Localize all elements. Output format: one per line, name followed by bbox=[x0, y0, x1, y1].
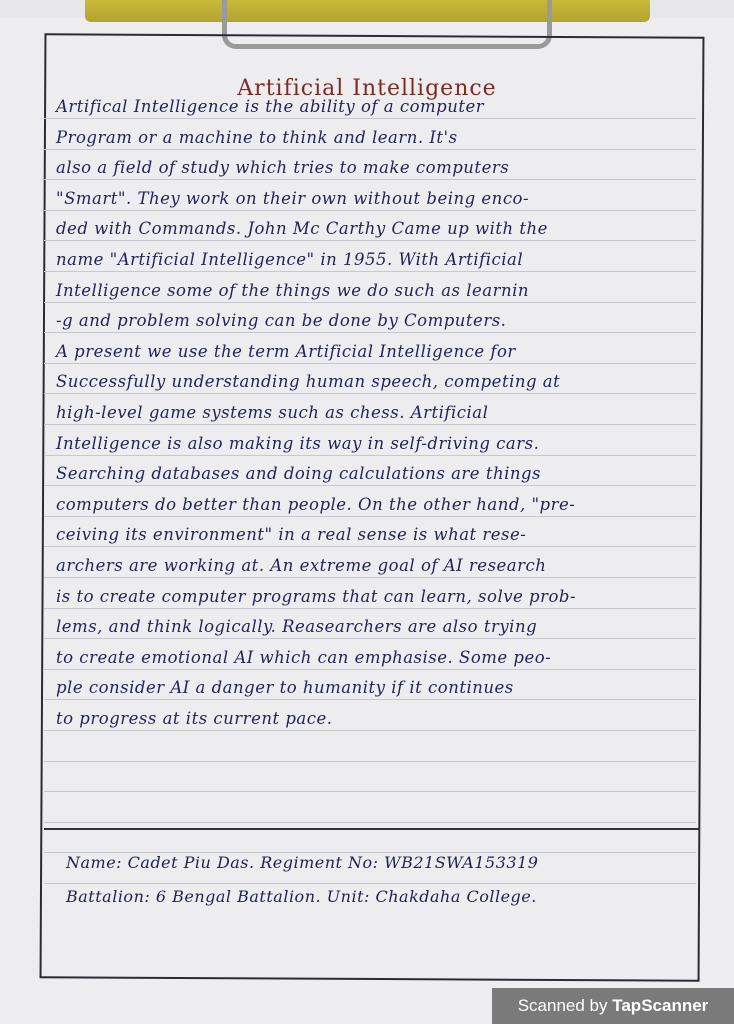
essay-line: to create emotional AI which can emphasise. Some peo- bbox=[56, 647, 552, 667]
essay-line: -g and problem solving can be done by Computers. bbox=[56, 311, 507, 331]
essay-line: computers do better than people. On the other hand, "pre- bbox=[56, 494, 576, 514]
essay-line: ple consider AI a danger to humanity if it continues bbox=[56, 678, 514, 698]
essay-line: Successfully understanding human speech, competing at bbox=[56, 372, 561, 392]
essay-body bbox=[56, 92, 696, 734]
scanner-watermark bbox=[492, 988, 734, 1024]
essay-line: ded with Commands. John Mc Carthy Came up with the bbox=[56, 219, 548, 239]
watermark-prefix: Scanned by bbox=[517, 996, 608, 1015]
ruled-line bbox=[44, 761, 696, 762]
document-title: Artificial Intelligence bbox=[237, 76, 497, 101]
footer-divider bbox=[44, 828, 700, 830]
ruled-line bbox=[44, 791, 696, 792]
essay-line: lems, and think logically. Reasearchers are also trying bbox=[56, 617, 538, 637]
essay-line: Intelligence is also making its way in self-driving cars. bbox=[56, 433, 540, 453]
ruled-line bbox=[44, 822, 696, 823]
essay-line: "Smart". They work on their own without being enco- bbox=[56, 188, 530, 208]
watermark-brand: TapScanner bbox=[612, 996, 709, 1015]
essay-line: also a field of study which tries to make computers bbox=[56, 158, 510, 178]
essay-line: Artifical Intelligence is the ability of a computer bbox=[56, 97, 485, 116]
essay-line: high-level game systems such as chess. Artificial bbox=[56, 402, 489, 422]
footer-info bbox=[66, 846, 686, 914]
footer-line: Name: Cadet Piu Das. Regiment No: WB21SWA153319 bbox=[66, 853, 539, 872]
footer-line: Battalion: 6 Bengal Battalion. Unit: Chakdaha College. bbox=[66, 887, 537, 906]
essay-line: A present we use the term Artificial Intelligence for bbox=[56, 341, 516, 361]
essay-line: Searching databases and doing calculations are things bbox=[56, 464, 542, 484]
essay-line: to progress at its current pace. bbox=[56, 708, 333, 728]
essay-line: is to create computer programs that can learn, solve prob- bbox=[56, 586, 577, 606]
essay-line: Program or a machine to think and learn. It's bbox=[56, 127, 458, 147]
essay-line: Intelligence some of the things we do such as learnin bbox=[56, 280, 530, 300]
essay-line: name "Artificial Intelligence" in 1955. With Artificial bbox=[56, 249, 524, 269]
essay-line: archers are working at. An extreme goal of AI research bbox=[56, 555, 547, 575]
essay-line: ceiving its environment" in a real sense is what rese- bbox=[56, 525, 527, 545]
